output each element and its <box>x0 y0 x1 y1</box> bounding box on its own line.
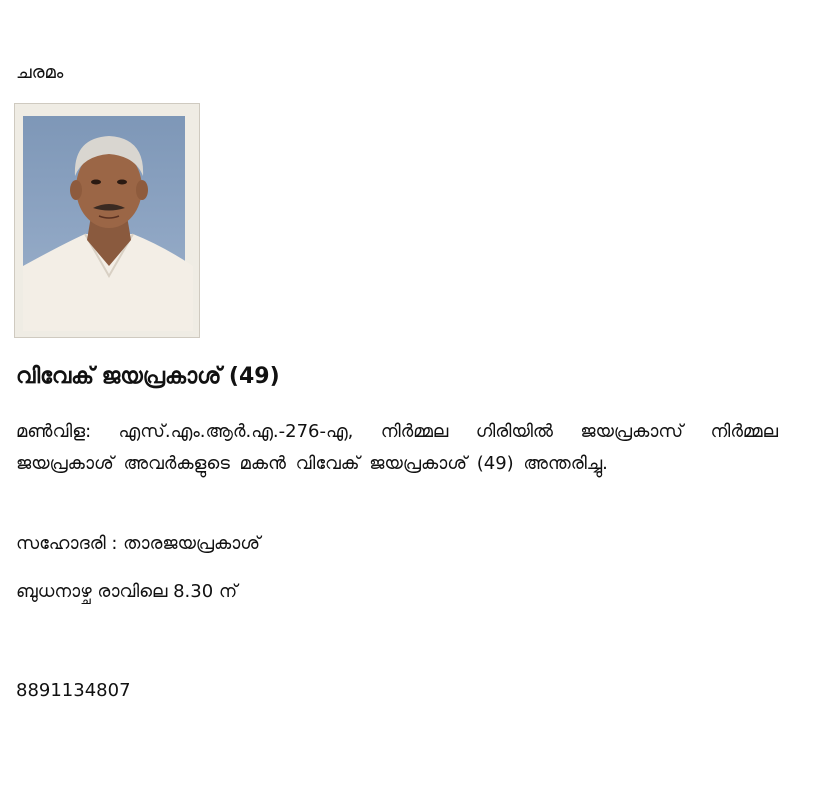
deceased-name: വിവേക് ജയപ്രകാശ് (49) <box>16 364 280 389</box>
funeral-time: ബുധനാഴ്ച രാവിലെ 8.30 ന് <box>16 581 238 602</box>
section-label: ചരമം <box>16 62 64 83</box>
contact-phone: 8891134807 <box>16 680 131 701</box>
portrait-photo <box>14 103 200 338</box>
siblings-line: സഹോദരി : താരജയപ്രകാശ് <box>16 533 261 554</box>
notice-body: മൺവിള: എസ്.എം.ആർ.എ.-276-എ, നിർമ്മല ഗിരിയിൽ ജയപ്രകാസ് നിർമ്മല ജയപ്രകാശ് അവർകളുടെ മകൻ വിവേക് ജയപ്രകാശ് (49) അന്തരിച്ചു. <box>16 421 778 474</box>
portrait-illustration <box>23 116 193 331</box>
